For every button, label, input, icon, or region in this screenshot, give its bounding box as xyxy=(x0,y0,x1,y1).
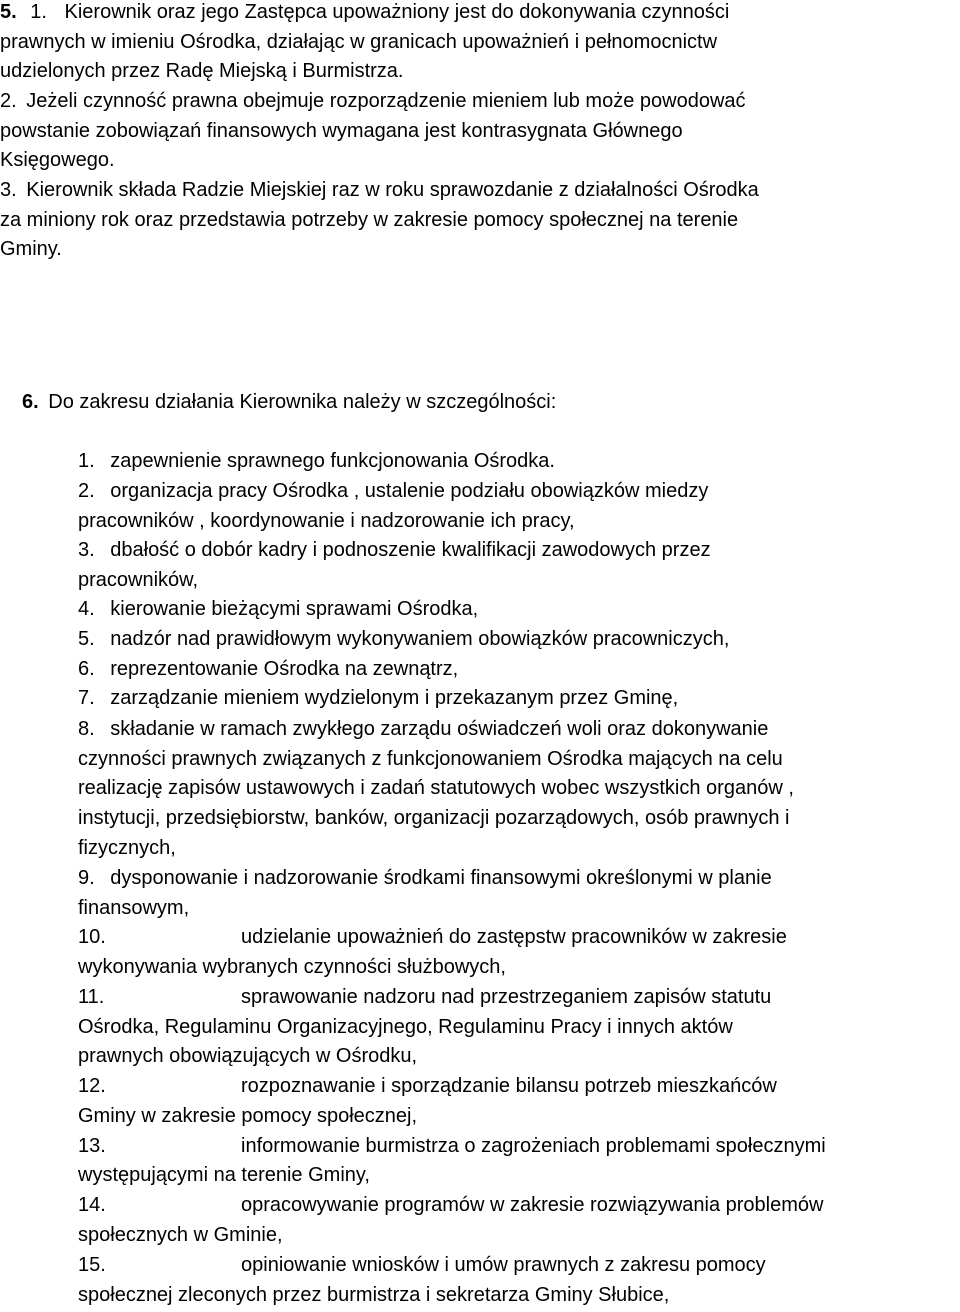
paragraph-1-line-3: udzielonych przez Radę Miejską i Burmistrza. xyxy=(0,60,404,82)
list-item-1: 1. zapewnienie sprawnego funkcjonowania Ośrodka. xyxy=(78,450,555,472)
list-item-8-line-3: realizację zapisów ustawowych i zadań statutowych wobec wszystkich organów , xyxy=(78,777,794,799)
section-6-number: 6. xyxy=(22,391,39,413)
list-item-9-line-2: finansowym, xyxy=(78,897,190,919)
list-item-9: 9. dysponowanie i nadzorowanie środkami finansowymi określonymi w planie xyxy=(78,867,772,889)
list-item-3: 3. dbałość o dobór kadry i podnoszenie kwalifikacji zawodowych przez xyxy=(78,539,711,561)
list-item-8-line-4: instytucji, przedsiębiorstw, banków, organizacji pozarządowych, osób prawnych i xyxy=(78,807,790,829)
paragraph-1-text: Kierownik oraz jego Zastępca upoważniony jest do dokonywania czynności xyxy=(64,1,730,23)
list-item-11-line-3: prawnych obowiązujących w Ośrodku, xyxy=(78,1045,418,1067)
list-item-11: 11. sprawowanie nadzoru nad przestrzeganiem zapisów statutu xyxy=(78,986,772,1008)
paragraph-2-line-1 xyxy=(0,86,746,116)
list-item-10: 10. udzielanie upoważnień do zastępstw pracowników w zakresie xyxy=(78,926,787,948)
list-item-5: 5. nadzór nad prawidłowym wykonywaniem obowiązków pracowniczych, xyxy=(78,628,730,650)
list-item-11-line-2: Ośrodka, Regulaminu Organizacyjnego, Regulaminu Pracy i innych aktów xyxy=(78,1016,733,1038)
paragraph-1-line-2: prawnych w imieniu Ośrodka, działając w granicach upoważnień i pełnomocnictw xyxy=(0,31,718,53)
list-item-2-line-2: pracowników , koordynowanie i nadzorowanie ich pracy, xyxy=(78,510,575,532)
list-item-8-line-5: fizycznych, xyxy=(78,837,176,859)
list-item-12-line-2: Gminy w zakresie pomocy społecznej, xyxy=(78,1105,418,1127)
section-5-paragraph-1-line-1 xyxy=(0,0,729,27)
list-item-13-line-2: występującymi na terenie Gminy, xyxy=(78,1164,370,1186)
paragraph-3-line-3: Gminy. xyxy=(0,238,62,260)
list-item-8: 8. składanie w ramach zwykłego zarządu oświadczeń woli oraz dokonywanie xyxy=(78,718,769,740)
list-item-15: 15. opiniowanie wniosków i umów prawnych z zakresu pomocy xyxy=(78,1254,766,1276)
list-item-3-line-2: pracowników, xyxy=(78,569,199,591)
list-item-6: 6. reprezentowanie Ośrodka na zewnątrz, xyxy=(78,658,459,680)
paragraph-3-number: 3. xyxy=(0,179,17,201)
paragraph-2-line-2: powstanie zobowiązań finansowych wymagana jest kontrasygnata Głównego xyxy=(0,120,683,142)
list-item-10-line-2: wykonywania wybranych czynności służbowych, xyxy=(78,956,506,978)
list-item-8-line-2: czynności prawnych związanych z funkcjonowaniem Ośrodka mających na celu xyxy=(78,748,783,770)
list-item-14: 14. opracowywanie programów w zakresie rozwiązywania problemów xyxy=(78,1194,824,1216)
paragraph-2-number: 2. xyxy=(0,90,17,112)
section-6-heading-text: Do zakresu działania Kierownika należy w szczególności: xyxy=(48,391,557,413)
list-item-14-line-2: społecznych w Gminie, xyxy=(78,1224,283,1246)
list-item-4: 4. kierowanie bieżącymi sprawami Ośrodka, xyxy=(78,598,479,620)
section-5-number: 5. xyxy=(0,1,17,23)
section-6-heading xyxy=(22,387,556,417)
paragraph-2-line-3: Księgowego. xyxy=(0,149,115,171)
paragraph-3-line-2: za miniony rok oraz przedstawia potrzeby w zakresie pomocy społecznej na terenie xyxy=(0,209,739,231)
paragraph-3-text: Kierownik składa Radzie Miejskiej raz w roku sprawozdanie z działalności Ośrodka xyxy=(26,179,759,201)
paragraph-3-line-1 xyxy=(0,175,759,205)
list-item-2: 2. organizacja pracy Ośrodka , ustalenie podziału obowiązków miedzy xyxy=(78,480,709,502)
paragraph-1-number: 1. xyxy=(30,1,47,23)
paragraph-2-text: Jeżeli czynność prawna obejmuje rozporządzenie mieniem lub może powodować xyxy=(26,90,746,112)
list-item-12: 12. rozpoznawanie i sporządzanie bilansu potrzeb mieszkańców xyxy=(78,1075,777,1097)
list-item-13: 13. informowanie burmistrza o zagrożeniach problemami społecznymi xyxy=(78,1135,826,1157)
list-item-7: 7. zarządzanie mieniem wydzielonym i przekazanym przez Gminę, xyxy=(78,687,679,709)
list-item-15-line-2: społecznej zleconych przez burmistrza i sekretarza Gminy Słubice, xyxy=(78,1284,670,1306)
